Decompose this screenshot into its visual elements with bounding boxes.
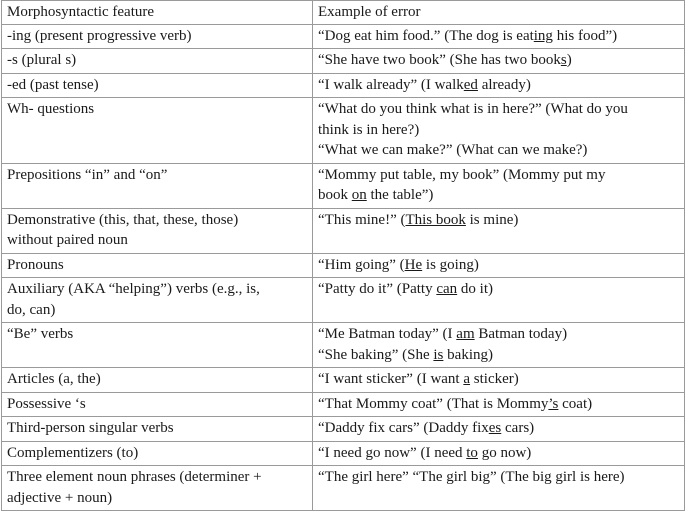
example-line <box>318 369 680 390</box>
feature-text: -ed (past tense) <box>7 76 99 93</box>
example-cell <box>313 466 685 511</box>
feature-cell <box>2 253 313 278</box>
feature-cell <box>2 278 313 323</box>
table-row <box>2 392 685 417</box>
table-row <box>2 253 685 278</box>
feature-cell <box>2 392 313 417</box>
morphosyntax-table <box>1 0 685 511</box>
feature-text: Wh- questions <box>7 101 95 117</box>
example-line <box>318 394 680 415</box>
example-cell <box>313 323 685 368</box>
feature-text: -s (plural s) <box>7 52 77 68</box>
example-cell <box>313 49 685 74</box>
feature-text: Pronouns <box>7 256 64 273</box>
example-text: is mine) <box>465 211 519 228</box>
feature-text: adjective + noun) <box>7 489 113 506</box>
example-line <box>318 75 680 96</box>
example-text: go now) <box>477 444 532 461</box>
feature-cell <box>2 73 313 98</box>
feature-text: “Be” verbs <box>7 326 74 342</box>
feature-text: Articles (a, the) <box>7 371 101 387</box>
feature-cell <box>2 49 313 74</box>
example-text: baking) <box>443 346 493 363</box>
example-text: coat) <box>558 395 593 412</box>
table-row <box>2 73 685 98</box>
feature-text: -ing (present progressive verb) <box>7 27 192 44</box>
column-header-feature: Morphosyntactic feature <box>2 1 313 25</box>
example-cell <box>313 392 685 417</box>
feature-text: Third-person singular verbs <box>7 420 174 436</box>
example-cell <box>313 98 685 164</box>
example-text: his food”) <box>552 27 618 44</box>
feature-cell <box>2 368 313 393</box>
header-row <box>2 1 685 25</box>
example-text: think is in here?) <box>318 121 420 138</box>
example-text: book <box>318 187 352 203</box>
feature-text: Auxiliary (AKA “helping”) verbs (e.g., is, <box>7 281 260 297</box>
example-text: “Patty do it” (Patty <box>318 281 437 297</box>
example-line <box>318 140 680 161</box>
underlined-correction: is <box>433 346 444 363</box>
underlined-correction: a <box>463 371 471 387</box>
example-text: ) <box>566 52 572 68</box>
feature-text: Possessive ‘s <box>7 395 86 412</box>
example-line <box>318 345 680 366</box>
underlined-correction: ed <box>463 76 478 93</box>
example-line <box>318 165 680 186</box>
feature-text: Prepositions “in” and “on” <box>7 166 168 183</box>
example-line <box>318 443 680 464</box>
example-line <box>318 99 680 120</box>
feature-cell <box>2 208 313 253</box>
underlined-correction: s <box>560 52 567 68</box>
example-text: “I need go now” (I need <box>318 444 467 461</box>
feature-cell <box>2 417 313 442</box>
table-body <box>2 24 685 511</box>
feature-cell <box>2 441 313 466</box>
example-text: the table”) <box>366 187 434 203</box>
example-cell <box>313 208 685 253</box>
example-cell <box>313 417 685 442</box>
table-row <box>2 417 685 442</box>
example-text: “That Mommy coat” (That is Mommy <box>318 395 549 412</box>
example-text: “I want sticker” (I want <box>318 371 464 387</box>
feature-cell <box>2 323 313 368</box>
feature-cell <box>2 466 313 511</box>
example-line <box>318 50 680 71</box>
example-line <box>318 120 680 141</box>
feature-cell <box>2 98 313 164</box>
example-line <box>318 210 680 231</box>
table-row <box>2 278 685 323</box>
example-cell <box>313 278 685 323</box>
example-cell <box>313 163 685 208</box>
example-line <box>318 26 680 47</box>
example-text: “Me Batman today” (I <box>318 326 457 342</box>
table-row <box>2 323 685 368</box>
example-cell <box>313 368 685 393</box>
example-line <box>318 418 680 439</box>
example-text: “She baking” (She <box>318 346 434 363</box>
example-text: is going) <box>422 256 479 273</box>
example-line <box>318 279 680 300</box>
example-line <box>318 255 680 276</box>
example-text: “She have two book” (She has two book <box>318 52 561 68</box>
feature-cell <box>2 163 313 208</box>
table-row <box>2 466 685 511</box>
underlined-correction: can <box>436 281 458 297</box>
underlined-correction: ’s <box>548 395 559 412</box>
underlined-correction: to <box>466 444 478 461</box>
feature-text: Demonstrative (this, that, these, those) <box>7 211 239 228</box>
example-line <box>318 324 680 345</box>
example-text: “Daddy fix cars” (Daddy fix <box>318 420 489 436</box>
example-text: “Mommy put table, my book” (Mommy put my <box>318 166 606 183</box>
underlined-correction: He <box>404 256 423 273</box>
example-text: Batman today) <box>474 326 568 342</box>
example-text: do it) <box>457 281 493 297</box>
underlined-correction: am <box>456 326 475 342</box>
underlined-correction: This book <box>405 211 466 228</box>
underlined-correction: ing <box>533 27 553 44</box>
underlined-correction: es <box>488 420 502 436</box>
example-line <box>318 467 680 488</box>
example-text: “This mine!” ( <box>318 211 406 228</box>
table-row <box>2 368 685 393</box>
example-text: “I walk already” (I walk <box>318 76 464 93</box>
feature-text: without paired noun <box>7 232 128 248</box>
example-cell <box>313 73 685 98</box>
feature-text: Complementizers (to) <box>7 444 139 461</box>
example-text: sticker) <box>470 371 519 387</box>
table-row <box>2 24 685 49</box>
example-text: “Him going” ( <box>318 256 405 273</box>
example-text: cars) <box>501 420 535 436</box>
example-text: already) <box>477 76 531 93</box>
table-row <box>2 49 685 74</box>
example-text: “What we can make?” (What can we make?) <box>318 142 588 158</box>
table-row <box>2 163 685 208</box>
column-header-example: Example of error <box>313 1 685 25</box>
feature-cell <box>2 24 313 49</box>
table-row <box>2 208 685 253</box>
feature-text: do, can) <box>7 301 56 318</box>
example-cell <box>313 24 685 49</box>
example-text: “The girl here” “The girl big” (The big girl is here) <box>318 469 625 485</box>
table-row <box>2 98 685 164</box>
example-line <box>318 185 680 206</box>
example-cell <box>313 441 685 466</box>
underlined-correction: on <box>351 187 367 203</box>
table-row <box>2 441 685 466</box>
example-text: “What do you think what is in here?” (What do you <box>318 101 628 117</box>
example-text: “Dog eat him food.” (The dog is eat <box>318 27 534 44</box>
example-cell <box>313 253 685 278</box>
feature-text: Three element noun phrases (determiner + <box>7 469 262 485</box>
